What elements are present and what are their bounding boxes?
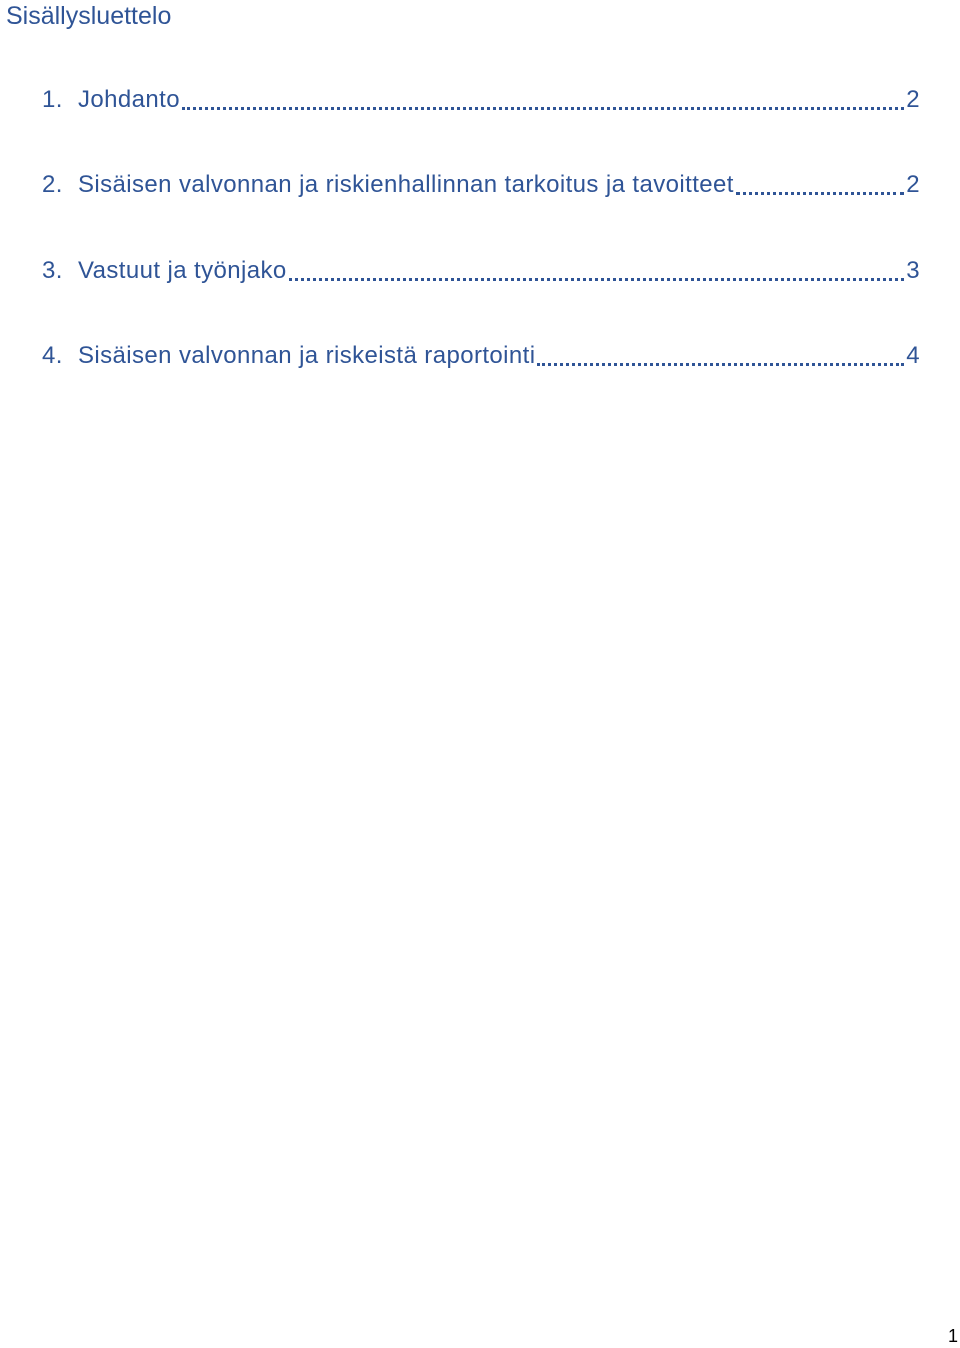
toc-entry-number: 2. [42, 171, 63, 198]
toc-list [0, 0, 960, 400]
toc-entry-page: 3 [906, 257, 920, 284]
toc-entry-text: Sisäisen valvonnan ja riskienhallinnan tarkoitus ja tavoitteet [78, 171, 734, 198]
toc-entry-johdanto[interactable] [42, 83, 920, 117]
toc-entry-page: 2 [906, 86, 920, 113]
toc-dot-leader [537, 363, 904, 366]
toc-entry-text: Johdanto [78, 86, 180, 113]
toc-entry-tarkoitus[interactable] [42, 168, 920, 202]
toc-entry-number: 4. [42, 342, 63, 369]
toc-dot-leader [736, 192, 904, 195]
toc-entry-page: 4 [906, 342, 920, 369]
toc-entry-vastuut[interactable] [42, 254, 920, 288]
toc-entry-raportointi[interactable] [42, 339, 920, 373]
toc-entry-page: 2 [906, 171, 920, 198]
toc-entry-number: 1. [42, 86, 63, 113]
page-number: 1 [947, 1326, 958, 1346]
toc-entry-number: 3. [42, 257, 63, 284]
toc-entry-text: Vastuut ja työnjako [78, 257, 287, 284]
toc-dot-leader [289, 278, 905, 281]
toc-dot-leader [182, 107, 904, 110]
toc-entry-text: Sisäisen valvonnan ja riskeistä raportointi [78, 342, 536, 369]
toc-title: Sisällysluettelo [6, 2, 172, 30]
